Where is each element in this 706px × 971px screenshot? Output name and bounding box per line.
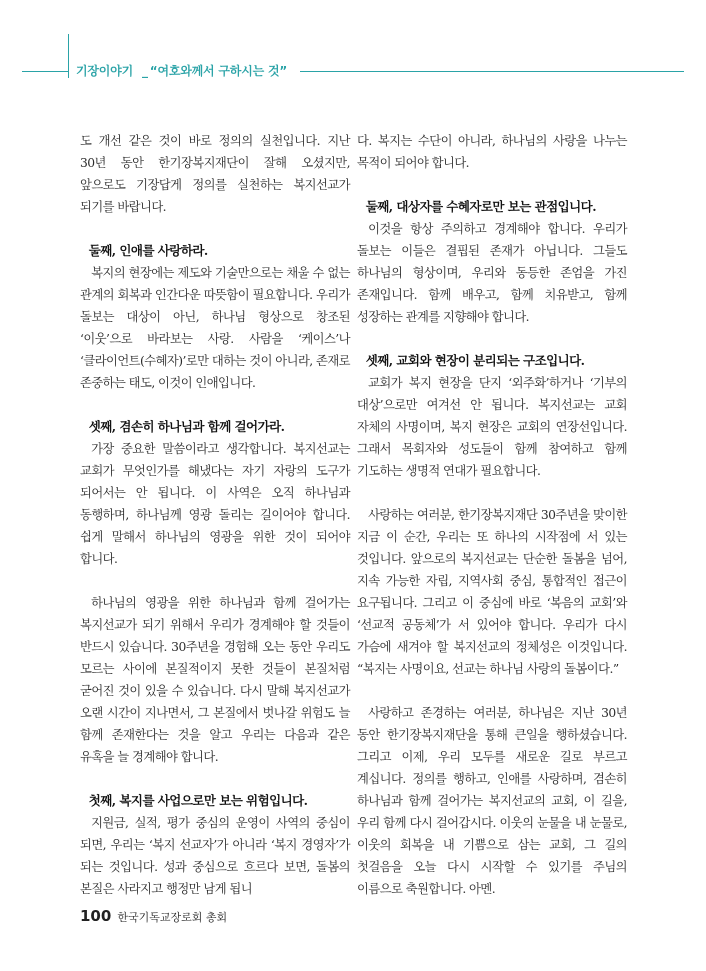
header-section: 기장이야기 [76,64,133,78]
header-title: “여호와께서 구하시는 것” [149,64,288,78]
page-number: 100 [80,907,112,925]
header-cross-vertical-rule [68,34,69,78]
right-heading-second-danger: 둘째, 대상자를 수혜자로만 보는 관점입니다. [365,199,597,214]
left-heading-first-danger: 첫째, 복지를 사업으로만 보는 위험입니다. [88,793,308,808]
left-paragraph-4: 하나님의 영광을 위한 하나님과 함께 걸어가는 복지선교가 되기 위해서 우리가 경계해야 할 것들이 반드시 있습니다. 30주년을 경험해 오는 동안 우리도 모르는 사이에 본질적이지 못한 것들이 본질처럼 굳어진 것이 있을 수 있습니다. 다시 말해 복지선교가 오랜 시간이 지나면서, 그 본질에서 벗나갈 위험도 늘 함께 존재한다는 것을 알고 우리는 다음과 같은 유혹을 늘 경계해야 합니다. [80,596,350,764]
left-paragraph-1: 도 개선 같은 것이 바로 정의의 실천입니다. 지난 30년 동안 한기장복지재단이 잘해 오셨지만, 앞으로도 기장답게 정의를 실천하는 복지선교가 되기를 바랍니다. [80,134,350,214]
right-paragraph-4: 사랑하는 여러분, 한기장복지재단 30주년을 맞이한 지금 이 순간, 우리는 또 하나의 시작점에 서 있는 것입니다. 앞으로의 복지선교는 단순한 돌봄을 넘어, 지속 가능한 자립, 지역사회 중심, 통합적인 접근이 요구됩니다. 그리고 이 중심에 바로 ‘복음의 교회’와 ‘선교적 공동체’가 서 있어야 합니다. 우리가 다시 가슴에 새겨야 할 복지선교의 정체성은 이것입니다. “복지는 사명이요, 선교는 하나님 사랑의 돌봄이다.” [357,508,627,676]
left-paragraph-5: 지원금, 실적, 평가 중심의 운영이 사역의 중심이 되면, 우리는 ‘복지 선교자’가 아니라 ‘복지 경영자’가 되는 것입니다. 성과 중심으로 흐르다 보면, 돌봄의 본질은 사라지고 행정만 남게 됩니 [80,816,350,896]
right-paragraph-5: 사랑하고 존경하는 여러분, 하나님은 지난 30년 동안 한기장복지재단을 통해 큰일을 행하셨습니다. 그리고 이제, 우리 모두를 새로운 길로 부르고 계십니다. 정의를 행하고, 인애를 사랑하며, 겸손히 하나님과 함께 걸어가는 복지선교의 교회, 이 길을, 우리 함께 다시 걸어갑시다. 이웃의 눈물을 내 눈물로, 이웃의 회복을 내 기쁨으로 삼는 교회, 그 길의 첫걸음을 오늘 다시 시작할 수 있기를 주님의 이름으로 축원합니다. 아멘. [357,706,627,896]
right-heading-third-danger: 셋째, 교회와 현장이 분리되는 구조입니다. [365,353,585,368]
right-column [357,130,627,900]
left-paragraph-2: 복지의 현장에는 제도와 기술만으로는 채울 수 없는 관계의 회복과 인간다운 따뜻함이 필요합니다. 우리가 돌보는 대상이 아닌, 하나님 형상으로 창조된 ‘이웃’으로 바라보는 사랑. 사람을 ‘케이스’나 ‘클라이언트(수혜자)’로만 대하는 것이 아니라, 존재로 존중하는 태도, 이것이 인애입니다. [80,266,350,390]
header-rule-right [300,71,684,72]
header-separator: _ [141,64,148,78]
right-paragraph-2: 이것을 항상 주의하고 경계해야 합니다. 우리가 돌보는 이들은 결핍된 존재가 아닙니다. 그들도 하나님의 형상이며, 우리와 동등한 존엄을 가진 존재입니다. 함께 배우고, 함께 치유받고, 함께 성장하는 관계를 지향해야 합니다. [357,222,627,324]
page-footer [80,906,227,925]
publication-name: 한국기독교장로회 총회 [117,911,228,924]
left-paragraph-3: 가장 중요한 말씀이라고 생각합니다. 복지선교는 교회가 무엇인가를 해냈다는 자기 자랑의 도구가 되어서는 안 됩니다. 이 사역은 오직 하나님과 동행하며, 하나님께 영광 돌리는 길이어야 합니다. 쉽게 말해서 하나님의 영광을 위한 것이 되어야 합니다. [80,442,350,566]
left-heading-second: 둘째, 인애를 사랑하라. [88,243,208,258]
header-text [76,62,287,79]
right-paragraph-1: 다. 복지는 수단이 아니라, 하나님의 사랑을 나누는 목적이 되어야 합니다. [357,134,627,170]
header-rule-left [22,71,68,72]
right-paragraph-3: 교회가 복지 현장을 단지 ‘외주화’하거나 ‘기부의 대상’으로만 여겨선 안 됩니다. 복지선교는 교회 자체의 사명이며, 복지 현장은 교회의 연장선입니다. 그래서 목회자와 성도들이 함께 참여하고 함께 기도하는 생명적 연대가 필요합니다. [357,376,627,478]
page-header [0,0,706,90]
left-column [80,130,350,900]
left-heading-third: 셋째, 겸손히 하나님과 함께 걸어가라. [88,419,285,434]
